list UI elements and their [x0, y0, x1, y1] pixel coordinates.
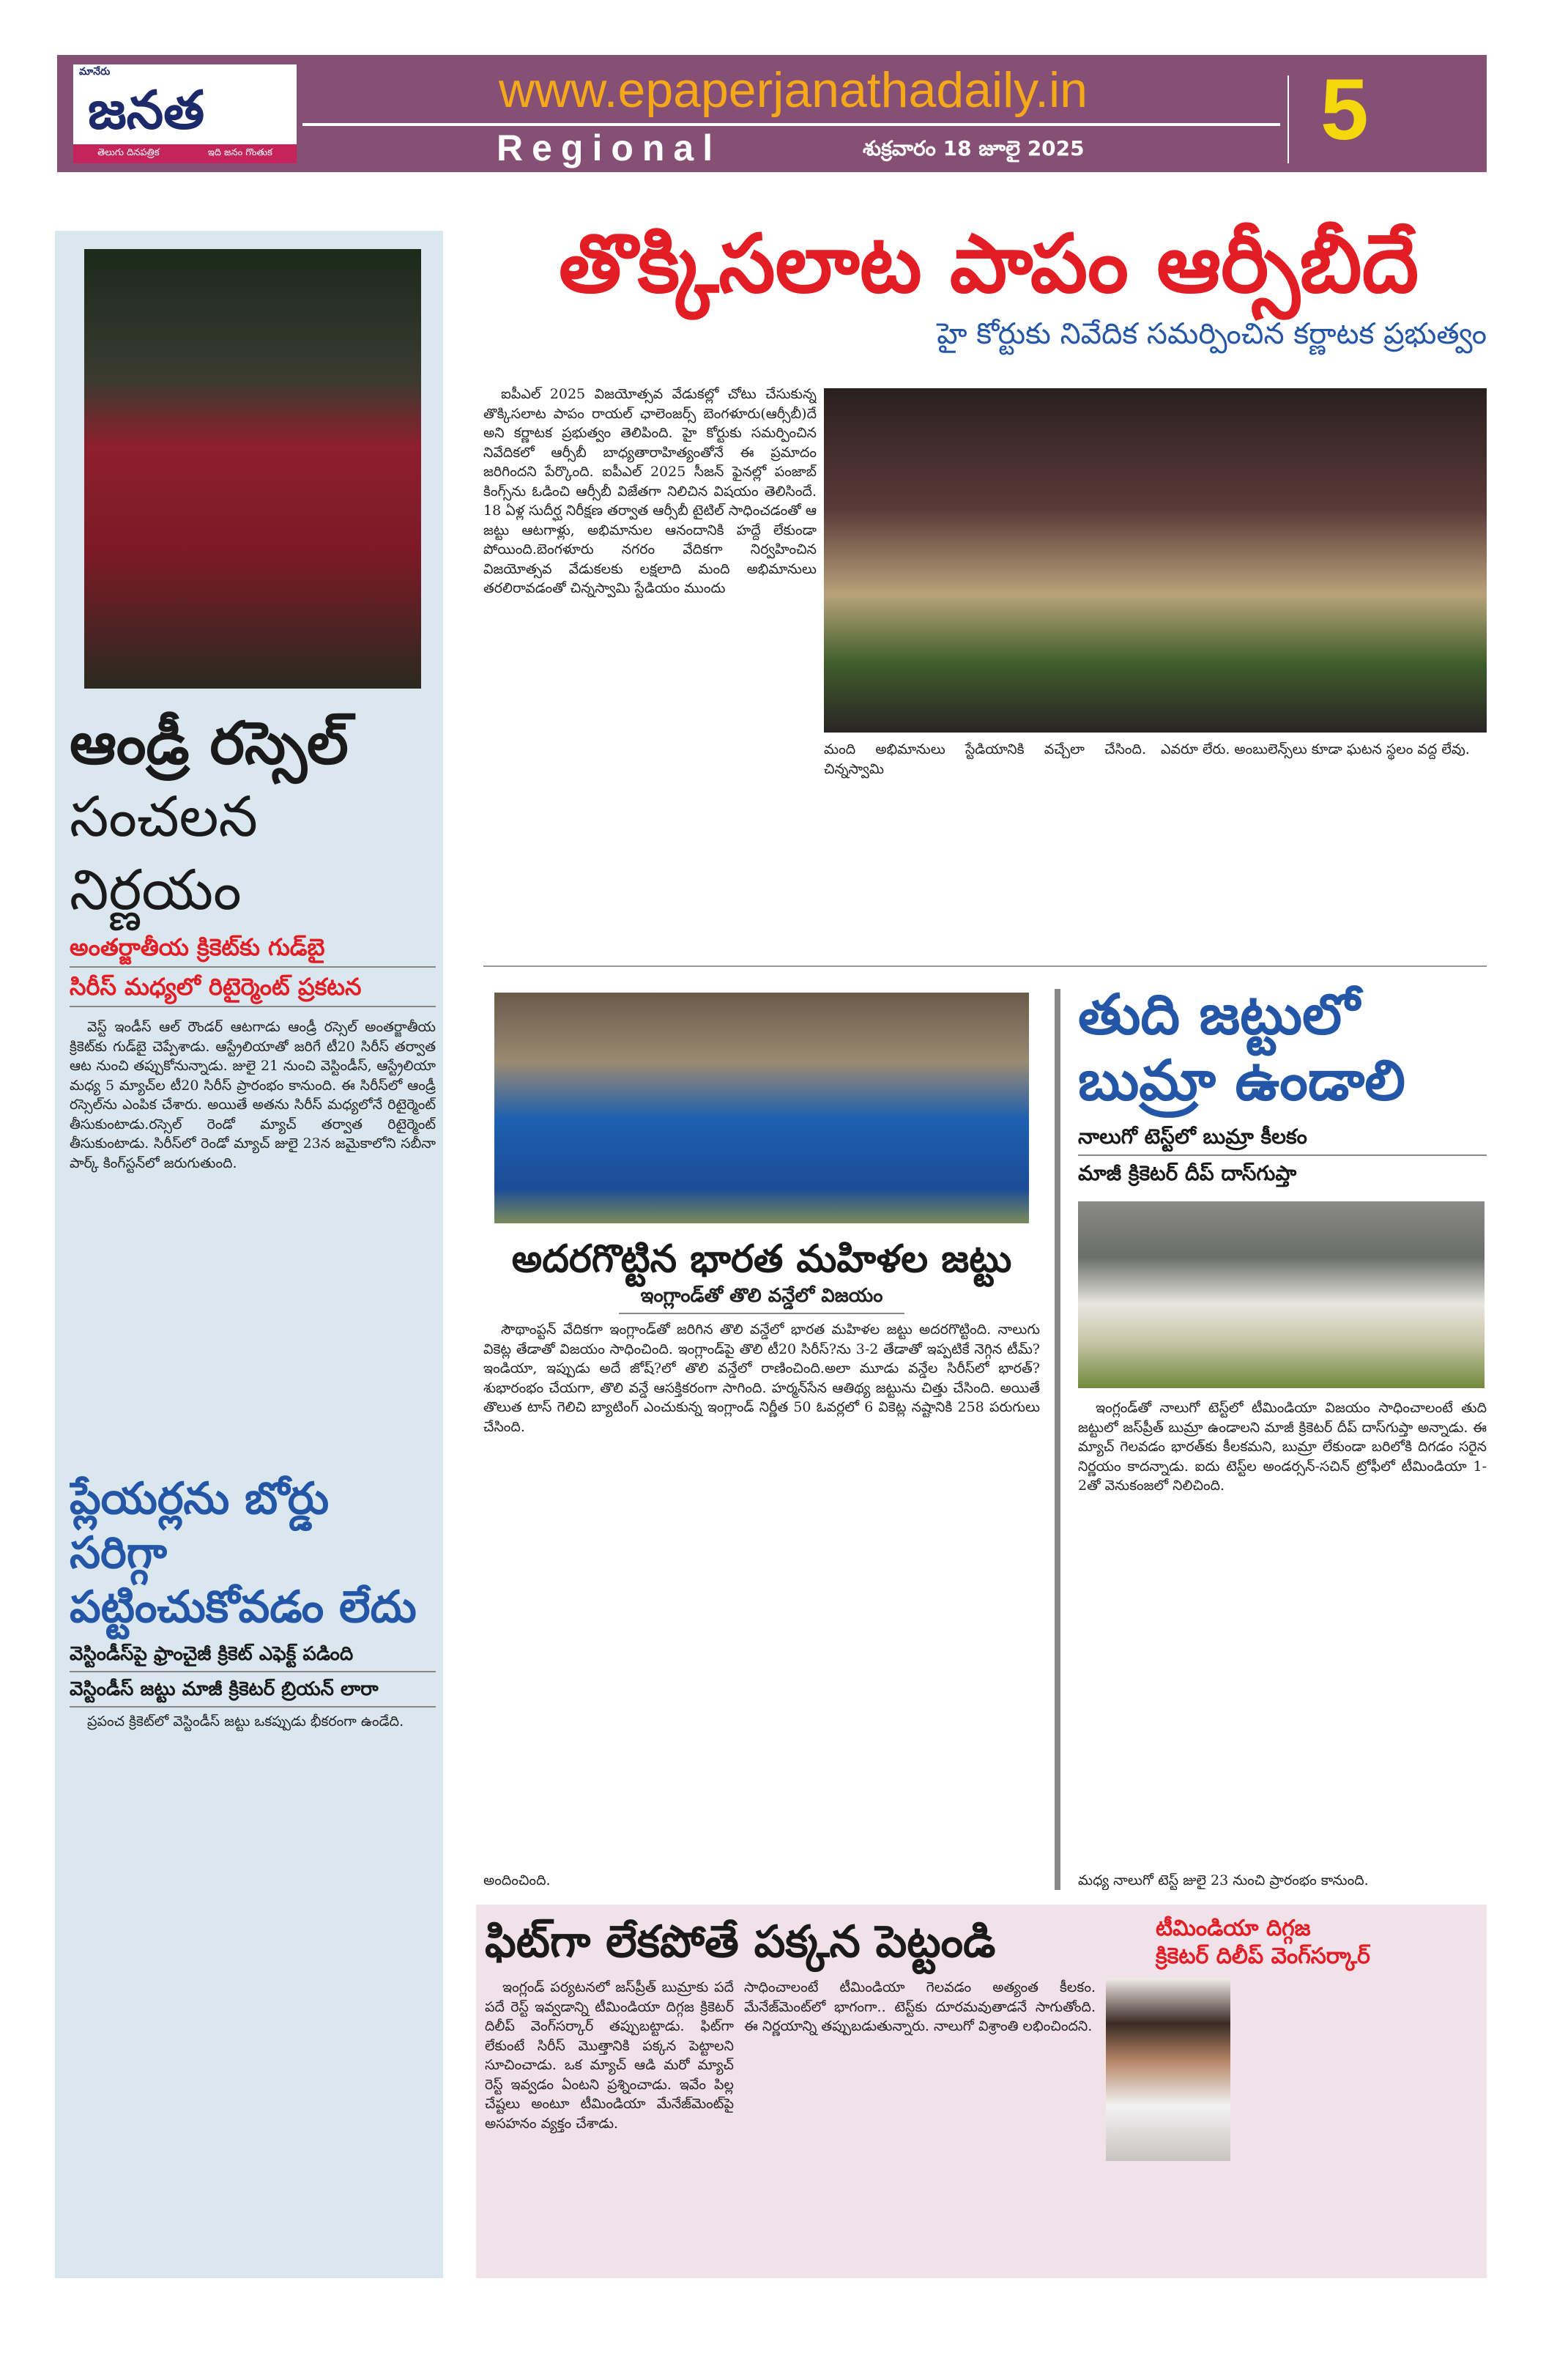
women-body-text: సౌథాంప్టన్ వేదికగా ఇంగ్లాండ్‌తో జరిగిన తొలి వన్డేలో భారత మహిళల జట్టు అదరగొట్టింది. నాలుగు వికెట్ల తేడాతో విజయం సాధించింది. ఇంగ్లాండ్‌పై తొలి టీ20 సిరీస్?ను 3-2 తేడాతో ఇప్పటికే నెగ్గిన టీమ్?ఇండియా, ఇప్పుడు అదే జోష్?లో తొలి వన్డేలో రాణించింది.అలా మూడు వన్డేల సిరీస్‌లో భారత్? శుభారంభం చేయగా, తొలి వన్డే ఆసక్తికరంగా సాగింది. హర్మన్‌సేన ఆతిథ్య జట్టును చిత్తు చేసింది. అయితే తొలుత టాస్ గెలిచి బ్యాటింగ్ ఎంచుకున్న ఇంగ్లాండ్ నిర్ణీత 50 ఓవర్లలో 6 వికెట్ల నష్టానికి 258 పరుగులు చేసింది. — [483, 1321, 1040, 1435]
rcb-article-body-col2 — [824, 740, 1146, 949]
vengsarkar-body-col1-text: ఇంగ్లండ్ పర్యటనలో జస్‌ప్రీత్ బుమ్రాకు పదే పదే రెస్ట్ ఇవ్వడాన్ని టీమిండియా దిగ్గజ క్రికెటర్ దిలీప్ వెంగ్‌సర్కార్ తప్పుబట్టాడు. ఫిట్‌గా లేకుంటే సిరీస్ మొత్తానికి పక్కన పెట్టాలని సూచించాడు. ఒక మ్యాచ్ ఆడి మరో మ్యాచ్ రెస్ట్ ఇవ్వడం ఏంటని ప్రశ్నించాడు. ఇవేం పిల్ల చేష్టలు అంటూ టీమిండియా మేనేజ్‌మెంట్‌పై అసహనం వ్యక్తం చేశాడు. — [485, 1979, 734, 2132]
masthead — [57, 55, 1487, 172]
section-name: Regional — [497, 127, 722, 168]
sidebar-column — [55, 231, 443, 2278]
bumrah-article-body — [1078, 1398, 1487, 1871]
vengsarkar-body-col2-text: సాధించాలంటే టీమిండియా గెలవడం అత్యంత కీలకం. మేనేజ్‌మెంట్‌లో భాగంగా.. టెస్ట్‌కు దూరమవుతాడనే సాగుతోంది. ఈ నిర్ణయాన్ని తప్పుబడుతున్నారు. నాలుగో విశ్రాంతి లభించిందని. — [744, 1979, 1096, 2034]
vengsarkar-photo — [1106, 1978, 1230, 2161]
india-women-team-photo — [494, 993, 1029, 1223]
rcb-body-col3-text: ఎవరూ లేరు. అంబులెన్స్‌లు కూడా ఘటన స్థలం వద్ద లేవు. — [1161, 741, 1470, 757]
logo-name: జనత — [88, 79, 205, 141]
column-divider-bar — [1055, 989, 1060, 1890]
vengsarkar-headline: ఫిట్‌గా లేకపోతే పక్కన పెట్టండి — [485, 1916, 996, 1968]
vengsarkar-tag-line1: టీమిండియా దిగ్గజ — [1156, 1916, 1311, 1941]
lara-body-text: ప్రపంచ క్రికెట్‌లో వెస్టిండీస్ జట్టు ఒకప్పుడు భీకరంగా ఉండేది. — [87, 1713, 404, 1730]
stadium-crowd-photo — [824, 388, 1487, 733]
rcb-headline: తొక్కిసలాట పాపం ఆర్సీబీదే — [558, 217, 1419, 311]
section-divider — [483, 965, 1487, 967]
russell-headline-line2: సంచలన నిర్ణయం — [70, 784, 258, 922]
issue-date: శుక్రవారం 18 జూలై 2025 — [863, 136, 1085, 160]
website-url[interactable]: www.epaperjanathadaily.in — [499, 62, 1088, 118]
lara-headline-line2: పట్టించుకోవడం లేదు — [70, 1582, 417, 1633]
bumrah-headline-line2: బుమ్రా ఉండాలి — [1078, 1048, 1405, 1113]
women-article-closing: అందించింది. — [483, 1872, 551, 1888]
russell-body-text: వెస్ట్ ఇండీస్ ఆల్ రౌండర్ ఆటగాడు ఆండ్రీ రస్సెల్ అంతర్జాతీయ క్రికెట్‌కు గుడ్‌బై చెప్పేశాడు. ఆస్ట్రేలియాతో జరిగే టీ20 సిరీస్ తర్వాత ఆట నుంచి తప్పుకోనున్నాడు. జులై 21 నుంచి వెస్టిండీస్, ఆస్ట్రేలియా మధ్య 5 మ్యాచ్‌ల టీ20 సిరీస్ ప్రారంభం కానుంది. ఈ సిరీస్‌లో ఆండ్రీ రస్సెల్‌ను ఎంపిక చేశారు. అయితే అతను సిరీస్ మధ్యలోనే రిటైర్మెంట్ తీసుకుంటాడు.రస్సెల్ రెండో మ్యాచ్ తర్వాత రిటైర్మెంట్ తీసుకుంటాడు. సిరీస్‌లో రెండో మ్యాచ్ జులై 23న జమైకాలోని సబీనా పార్క్ కింగ్‌స్టన్‌లో జరుగుతుంది. — [70, 1019, 436, 1171]
bumrah-article-closing: మధ్య నాలుగో టెస్ట్ జులై 23 నుంచి ప్రారంభం కానుంది. — [1078, 1872, 1369, 1888]
russell-subheading-2: సిరీస్ మధ్యలో రిటైర్మెంట్ ప్రకటన — [70, 972, 436, 1007]
bumrah-story — [1078, 982, 1487, 1890]
masthead-divider — [302, 123, 1280, 126]
rcb-article-body-col3 — [1161, 740, 1487, 949]
vengsarkar-story-box — [476, 1905, 1487, 2278]
lara-article-body — [70, 1712, 436, 2271]
vengsarkar-body-col1 — [485, 1978, 734, 2268]
women-story — [483, 993, 1040, 1890]
bumrah-subheading-1: నాలుగో టెస్ట్‌లో బుమ్రా కీలకం — [1078, 1124, 1487, 1156]
russell-subheading-1: అంతర్జాతీయ క్రికెట్‌కు గుడ్‌బై — [70, 933, 436, 968]
bumrah-subheading-2: మాజీ క్రికెటర్ దీప్ దాస్‌గుప్తా — [1078, 1161, 1297, 1185]
vengsarkar-body-col2 — [744, 1978, 1096, 2268]
women-subheadline: ఇంగ్లాండ్‌తో తొలి వన్డేలో విజయం — [640, 1285, 883, 1307]
rcb-heading-block — [491, 212, 1487, 353]
bumrah-body-text: ఇంగ్లండ్‌తో నాలుగో టెస్ట్‌లో టీమిండియా విజయం సాధించాలంటే తుది జట్టులో జస్‌ప్రీత్ బుమ్రా ఉండాలని మాజీ క్రికెటర్ దీప్ దాస్‌గుప్తా అన్నాడు. ఈ మ్యాచ్ గెలవడం భారత్‌కు కీలకమని, బుమ్రా లేకుండా బరిలోకి దిగడం సరైన నిర్ణయం కాదన్నాడు. ఐదు టెస్ట్‌ల అండర్సన్-సచిన్ ట్రోఫీలో టీమిండియా 1-2తో వెనుకంజలో నిలిచింది. — [1078, 1400, 1487, 1494]
logo-tag-left: తెలుగు దినపత్రిక — [97, 147, 160, 158]
logo-prefix: మానేరు — [79, 66, 111, 78]
logo-tag-right: ఇది జనం గొంతుక — [207, 147, 272, 158]
women-headline: అదరగొట్టిన భారత మహిళల జట్టు — [511, 1237, 1012, 1281]
bumrah-headline-line1: తుది జట్టులో — [1078, 982, 1360, 1047]
rcb-subheadline: హై కోర్టుకు నివేదిక సమర్పించిన కర్ణాటక ప్రభుత్వం — [937, 317, 1487, 351]
russell-article-body — [70, 1017, 436, 1457]
rcb-article-body — [483, 385, 817, 952]
lara-subheading-2: వెస్టిండీస్ జట్టు మాజీ క్రికెటర్ బ్రియన్ లారా — [70, 1677, 436, 1708]
vengsarkar-tag-line2: క్రికెటర్ దిలీప్ వెంగ్‌సర్కార్ — [1156, 1943, 1370, 1969]
women-subheadline-rule — [619, 1313, 904, 1314]
rcb-body-col2-text: మంది అభిమానులు స్టేడియానికి వచ్చేలా చేసింది. చిన్నస్వామి — [824, 741, 1146, 777]
rcb-body-text: ఐపీఎల్ 2025 విజయోత్సవ వేడుకల్లో చోటు చేసుకున్న తొక్కిసలాట పాపం రాయల్ ఛాలెంజర్స్ బెంగళూరు(ఆర్సీబీ)దే అని కర్ణాటక ప్రభుత్వం తెలిపింది. హై కోర్టుకు సమర్పించిన నివేదికలో ఆర్సీబీ బాధ్యతారాహిత్యంతోనే ఈ ప్రమాదం జరిగిందని పేర్కొంది. ఐపీఎల్ 2025 సీజన్ ఫైనల్లో పంజాబ్ కింగ్స్‌ను ఓడించి ఆర్సీబీ విజేతగా నిలిచిన విషయం తెలిసిందే. 18 ఏళ్ల సుదీర్ఘ నిరీక్షణ తర్వాత ఆర్సీబీ టైటిల్ సాధించడంతో ఆ జట్టు ఆటగాళ్లు, అభిమానుల ఆనందానికి హద్దే లేకుండా పోయింది.బెంగళూరు నగరం వేదికగా నిర్వహించిన విజయోత్సవ వేడుకలకు లక్షలాది మంది అభిమానులు తరలిరావడంతో చిన్నస్వామి స్టేడియం ముందు — [483, 386, 817, 596]
bumrah-photo — [1078, 1201, 1484, 1388]
russell-photo — [84, 249, 421, 689]
newspaper-logo — [73, 64, 297, 163]
women-article-body — [483, 1320, 1040, 1871]
page-number: 5 — [1320, 62, 1369, 158]
masthead-vertical-divider — [1287, 75, 1289, 163]
russell-headline-line1: ఆండ్రీ రస్సెల్ — [70, 709, 349, 777]
lara-headline-line1: ప్లేయర్లను బోర్డు సరిగ్గా — [70, 1473, 330, 1579]
lara-subheading-1: వెస్టిండీస్‌పై ఫ్రాంచైజీ క్రికెట్ ఎఫెక్ట్ పడింది — [70, 1642, 436, 1672]
